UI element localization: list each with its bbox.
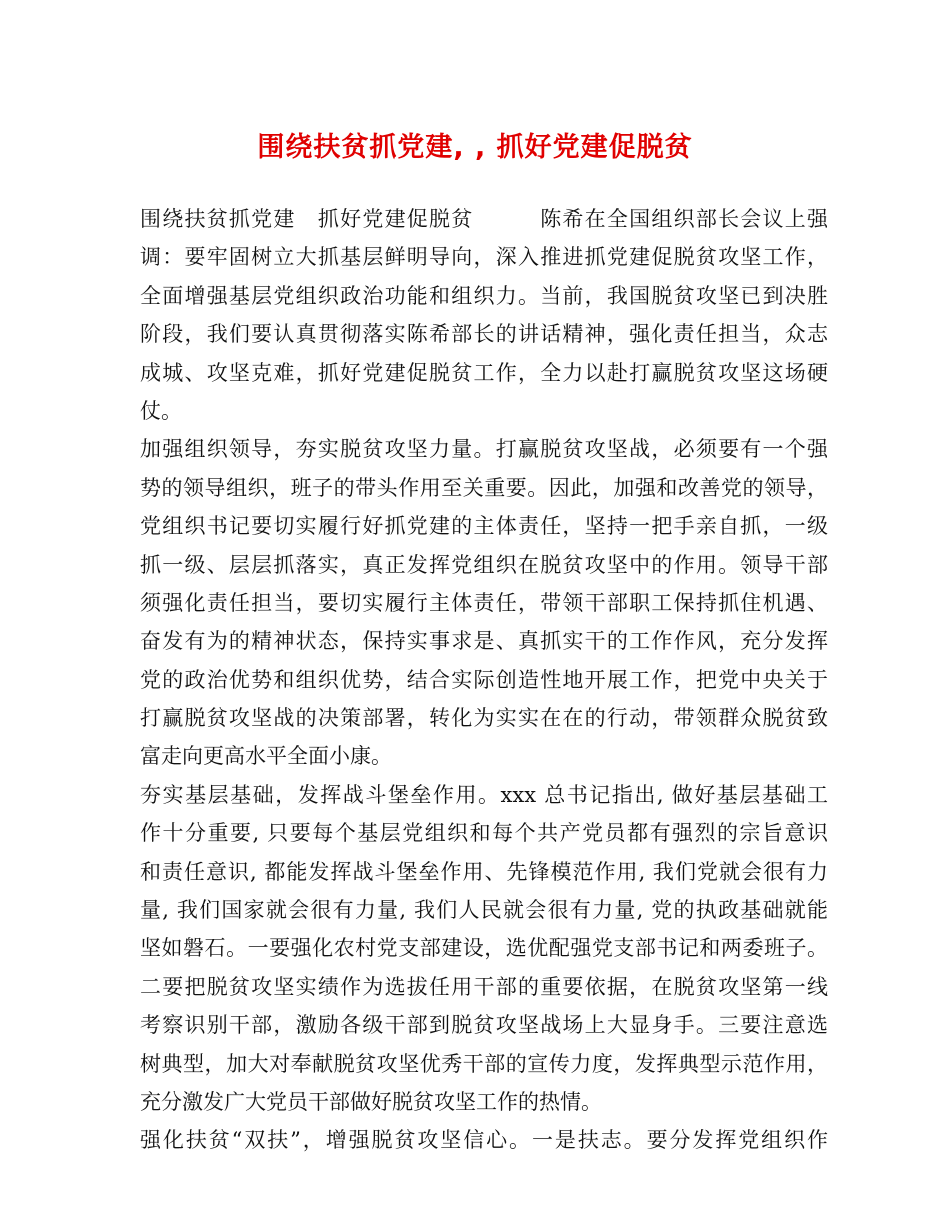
body-line: 加强组织领导，夯实脱贫攻坚力量。打赢脱贫攻坚战，必须要有一个强 [140, 437, 828, 462]
body-line: 富走向更高水平全面小康。 [140, 744, 392, 769]
body-line: 全面增强基层党组织政治功能和组织力。当前，我国脱贫攻坚已到决胜 [140, 283, 828, 308]
document-body [140, 200, 828, 1160]
body-line: 充分激发广大党员干部做好脱贫攻坚工作的热情。 [140, 1089, 602, 1114]
body-line: 打赢脱贫攻坚战的决策部署，转化为实实在在的行动，带领群众脱贫致 [140, 706, 828, 731]
body-line: 势的领导组织，班子的带头作用至关重要。因此，加强和改善党的领导， [140, 475, 828, 500]
body-line: 树典型，加大对奉献脱贫攻坚优秀干部的宣传力度，发挥典型示范作用， [140, 1051, 828, 1076]
body-line: 坚如磐石。一要强化农村党支部建设，选优配强党支部书记和两委班子。 [140, 936, 828, 961]
body-line: 二要把脱贫攻坚实绩作为选拔任用干部的重要依据，在脱贫攻坚第一线 [140, 974, 828, 999]
document-title: 围绕扶贫抓党建, , 抓好党建促脱贫 [257, 132, 693, 163]
body-line: 和责任意识, 都能发挥战斗堡垒作用、先锋模范作用, 我们党就会很有力 [140, 859, 828, 884]
body-line: 调：要牢固树立大抓基层鲜明导向，深入推进抓党建促脱贫攻坚工作， [140, 245, 828, 270]
body-line: 抓一级、层层抓落实，真正发挥党组织在脱贫攻坚中的作用。领导干部 [140, 552, 828, 577]
body-line: 党组织书记要切实履行好抓党建的主体责任，坚持一把手亲自抓，一级 [140, 514, 828, 539]
body-line: 奋发有为的精神状态，保持实事求是、真抓实干的工作作风，充分发挥 [140, 629, 828, 654]
body-line: 成城、攻坚克难，抓好党建促脱贫工作，全力以赴打赢脱贫攻坚这场硬 [140, 360, 828, 385]
body-line: 强化扶贫“双扶”，增强脱贫攻坚信心。一是扶志。要分发挥党组织作 [140, 1128, 828, 1153]
body-line: 夯实基层基础，发挥战斗堡垒作用。xxx 总书记指出, 做好基层基础工 [140, 782, 828, 807]
body-line: 阶段，我们要认真贯彻落实陈希部长的讲话精神，强化责任担当，众志 [140, 322, 828, 347]
body-line: 量, 我们国家就会很有力量, 我们人民就会很有力量, 党的执政基础就能 [140, 898, 828, 923]
body-line: 须强化责任担当，要切实履行主体责任，带领干部职工保持抓住机遇、 [140, 590, 828, 615]
body-line: 作十分重要, 只要每个基层党组织和每个共产党员都有强烈的宗旨意识 [140, 821, 828, 846]
body-line: 围绕扶贫抓党建 抓好党建促脱贫 陈希在全国组织部长会议上强 [140, 207, 828, 231]
body-line: 仗。 [140, 398, 182, 423]
body-line: 考察识别干部，激励各级干部到脱贫攻坚战场上大显身手。三要注意选 [140, 1013, 828, 1038]
body-line: 党的政治优势和组织优势，结合实际创造性地开展工作，把党中央关于 [140, 667, 828, 692]
